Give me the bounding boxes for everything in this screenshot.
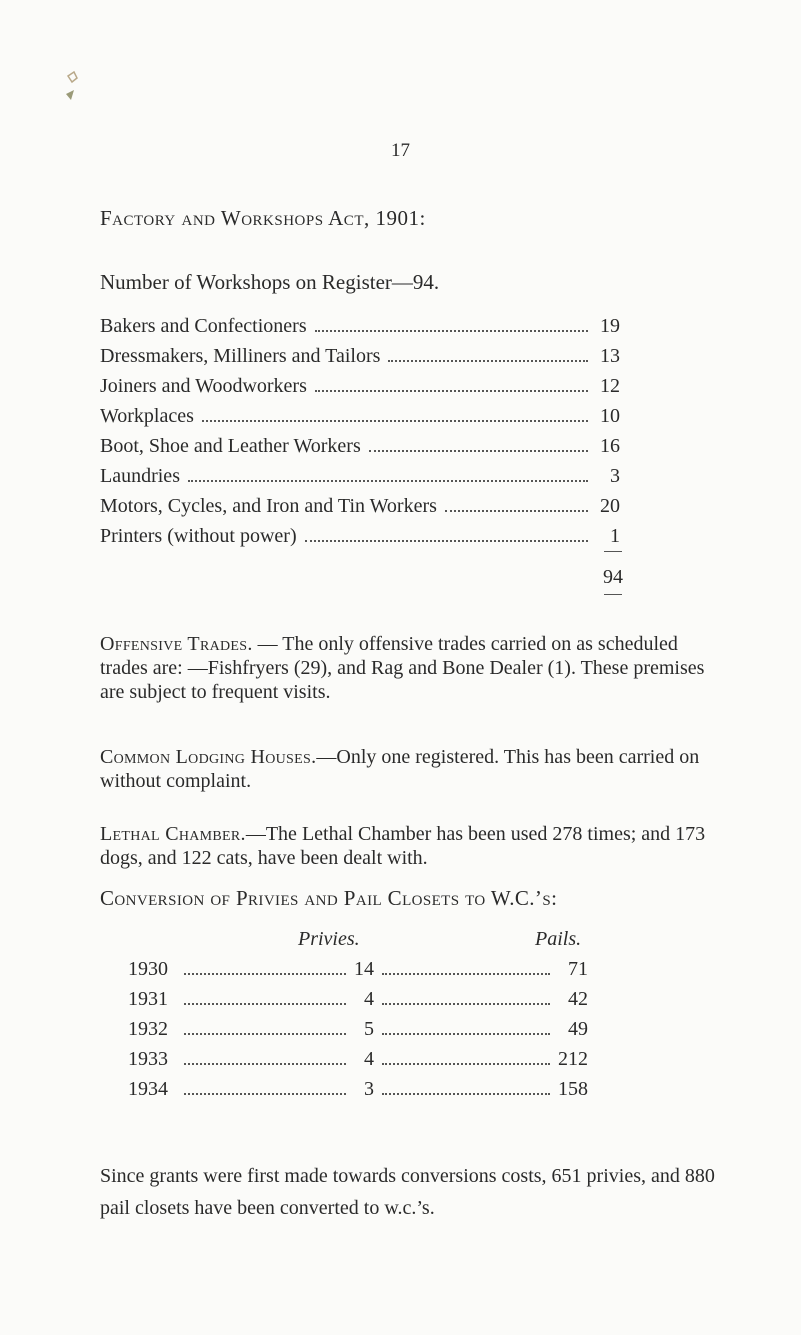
privies-cell: 4 (364, 988, 374, 1010)
workshop-count: 13 (600, 345, 620, 367)
leader-dots (315, 390, 588, 392)
privies-cell: 5 (364, 1018, 374, 1040)
workshop-label: Dressmakers, Milliners and Tailors (100, 345, 381, 367)
year-cell: 1932 (128, 1018, 168, 1040)
offensive-trades-paragraph (100, 632, 710, 704)
list-item (100, 435, 620, 465)
workshop-label: Joiners and Woodworkers (100, 375, 307, 397)
conversion-heading: Conversion of Privies and Pail Closets to W.C.’s: (100, 886, 558, 910)
workshop-count: 12 (600, 375, 620, 397)
lethal-chamber-title: Lethal Chamber. (100, 823, 246, 845)
year-cell: 1934 (128, 1078, 168, 1100)
pails-cell: 212 (558, 1048, 588, 1070)
table-row (128, 1078, 588, 1108)
pails-cell: 49 (568, 1018, 588, 1040)
pails-cell: 71 (568, 958, 588, 980)
lethal-chamber-text: —The Lethal Chamber has been used 278 times; and 173 dogs, and 122 cats, have been dealt with. (100, 823, 706, 869)
workshop-label: Boot, Shoe and Leather Workers (100, 435, 361, 457)
offensive-trades-title: Offensive Trades. (100, 633, 253, 655)
list-item (100, 525, 620, 555)
leader-dots (315, 330, 588, 332)
leader-dots (445, 510, 588, 512)
workshop-count: 19 (600, 315, 620, 337)
workshop-count: 10 (600, 405, 620, 427)
year-cell: 1930 (128, 958, 168, 980)
workshops-total: 94 (603, 566, 623, 588)
page-number: 17 (391, 140, 410, 161)
list-item (100, 405, 620, 435)
year-cell: 1933 (128, 1048, 168, 1070)
workshop-label: Printers (without power) (100, 525, 297, 547)
register-count: Number of Workshops on Register—94. (100, 270, 440, 294)
conversion-table (128, 958, 588, 1108)
leader-dots (184, 1093, 346, 1095)
workshop-count: 20 (600, 495, 620, 517)
table-row (128, 958, 588, 988)
leader-dots (382, 1063, 550, 1065)
list-item (100, 465, 620, 495)
workshop-label: Laundries (100, 465, 180, 487)
pails-cell: 42 (568, 988, 588, 1010)
leader-dots (382, 1003, 550, 1005)
privies-column-header: Privies. (298, 928, 360, 950)
leader-dots (184, 1033, 346, 1035)
leader-dots (184, 973, 346, 975)
section-heading: Factory and Workshops Act, 1901: (100, 206, 426, 230)
lodging-houses-paragraph (100, 745, 710, 793)
table-row (128, 1048, 588, 1078)
year-cell: 1931 (128, 988, 168, 1010)
pails-cell: 158 (558, 1078, 588, 1100)
total-rule-bottom (604, 594, 622, 595)
workshops-list (100, 315, 620, 555)
leader-dots (305, 540, 588, 542)
list-item (100, 345, 620, 375)
lodging-houses-title: Common Lodging Houses. (100, 746, 317, 768)
workshop-count: 3 (610, 465, 620, 487)
workshop-label: Bakers and Confectioners (100, 315, 307, 337)
leader-dots (388, 360, 588, 362)
leader-dots (188, 480, 588, 482)
table-row (128, 1018, 588, 1048)
privies-cell: 14 (354, 958, 374, 980)
list-item (100, 375, 620, 405)
pails-column-header: Pails. (535, 928, 582, 950)
leader-dots (184, 1003, 346, 1005)
paper-mark (62, 70, 82, 104)
workshop-count: 1 (610, 525, 620, 547)
leader-dots (382, 1093, 550, 1095)
total-rule-top (604, 551, 622, 552)
leader-dots (184, 1063, 346, 1065)
privies-cell: 4 (364, 1048, 374, 1070)
leader-dots (382, 973, 550, 975)
closing-paragraph: Since grants were first made towards conversions costs, 651 privies, and 880 pail closets have been converted to w.c.’s. (100, 1165, 715, 1219)
privies-cell: 3 (364, 1078, 374, 1100)
leader-dots (369, 450, 588, 452)
leader-dots (202, 420, 588, 422)
workshop-label: Workplaces (100, 405, 194, 427)
workshop-label: Motors, Cycles, and Iron and Tin Workers (100, 495, 437, 517)
leader-dots (382, 1033, 550, 1035)
lodging-houses-text: —Only one registered. This has been carried on without complaint. (100, 746, 700, 792)
table-row (128, 988, 588, 1018)
offensive-trades-text: — The only offensive trades carried on as scheduled trades are: —Fishfryers (29), and Rag and Bone Dealer (1). These premises are subject to frequent visits. (100, 633, 705, 703)
list-item (100, 315, 620, 345)
list-item (100, 495, 620, 525)
lethal-chamber-paragraph (100, 822, 710, 870)
workshop-count: 16 (600, 435, 620, 457)
